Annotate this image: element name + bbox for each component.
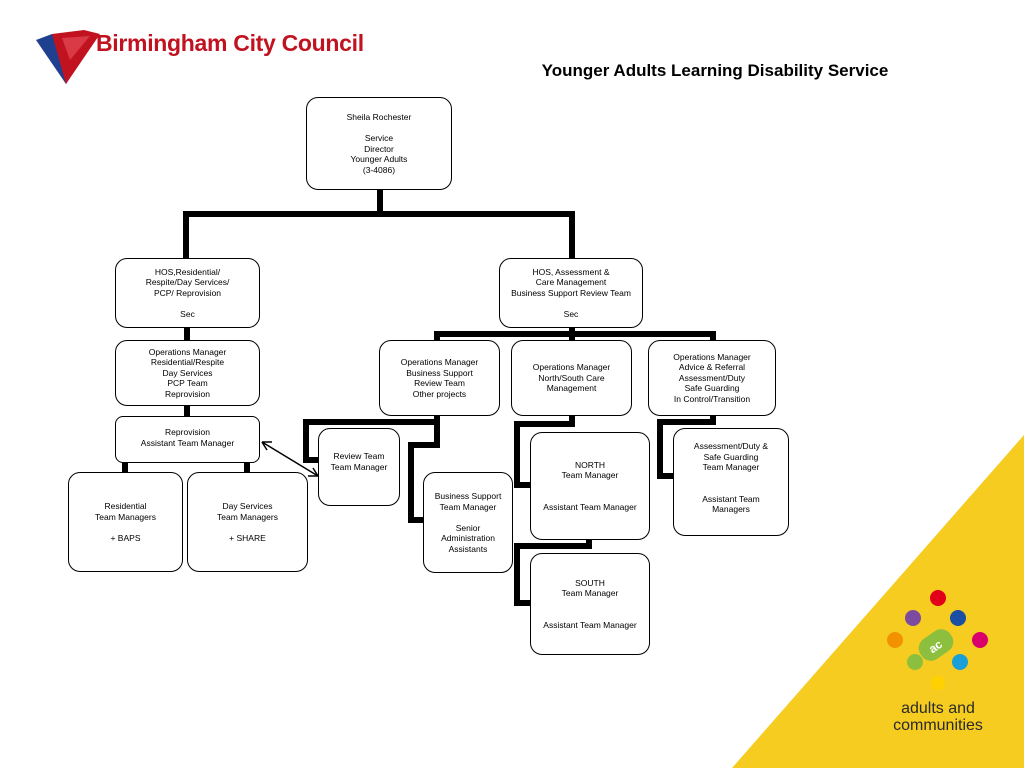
- south-tm-label: SOUTH Team Manager Assistant Team Manager: [543, 577, 637, 630]
- ops-business-support-box: [379, 340, 500, 416]
- ops-north-south-box: [511, 340, 632, 416]
- director-box: [306, 97, 452, 190]
- review-team-tm-label: Review Team Team Manager: [330, 451, 388, 472]
- day-services-tm-label: Day Services Team Managers + SHARE: [217, 501, 278, 543]
- hos-assessment-label: HOS, Assessment & Care Management Business Support Review Team Sec: [511, 266, 631, 319]
- residential-tm-box: [68, 472, 183, 572]
- ops-advice-label: Operations Manager Advice & Referral Assessment/Duty Safe Guarding In Control/Transition: [673, 351, 751, 404]
- assessment-duty-tm-box: [673, 428, 789, 536]
- ops-north-south-label: Operations Manager North/South Care Management: [532, 362, 611, 394]
- director-label: Sheila Rochester Service Director Younger Adults (3-4086): [346, 112, 412, 175]
- assessment-duty-tm-label: Assessment/Duty & Safe Guarding Team Manager Assistant Team Managers: [693, 441, 769, 514]
- ops-advice-box: [648, 340, 776, 416]
- ops-residential-box: [115, 340, 260, 406]
- ops-residential-label: Operations Manager Residential/Respite Day Services PCP Team Reprovision: [148, 346, 227, 399]
- council-logo-icon: [36, 30, 100, 84]
- adults-communities-text: adults and communities: [893, 700, 983, 734]
- residential-tm-label: Residential Team Managers + BAPS: [95, 501, 156, 543]
- logo-letters: ac: [926, 637, 945, 657]
- review-team-tm-box: [318, 428, 400, 506]
- page-title: Younger Adults Learning Disability Service: [541, 61, 889, 80]
- south-tm-box: [530, 553, 650, 655]
- reprovision-atm-label: Reprovision Assistant Team Manager: [140, 427, 235, 448]
- council-name: Birmingham City Council: [96, 30, 364, 56]
- ops-business-support-label: Operations Manager Business Support Review Team Other projects: [400, 357, 479, 399]
- reprovision-atm-box: [115, 416, 260, 463]
- business-support-tm-box: [423, 472, 513, 573]
- north-tm-box: [530, 432, 650, 540]
- day-services-tm-box: [187, 472, 308, 572]
- hos-residential-box: [115, 258, 260, 328]
- hos-assessment-box: [499, 258, 643, 328]
- business-support-tm-label: Business Support Team Manager Senior Administration Assistants: [434, 491, 502, 554]
- hos-residential-label: HOS,Residential/ Respite/Day Services/ PCP/ Reprovision Sec: [145, 266, 230, 319]
- north-tm-label: NORTH Team Manager Assistant Team Manager: [543, 459, 637, 512]
